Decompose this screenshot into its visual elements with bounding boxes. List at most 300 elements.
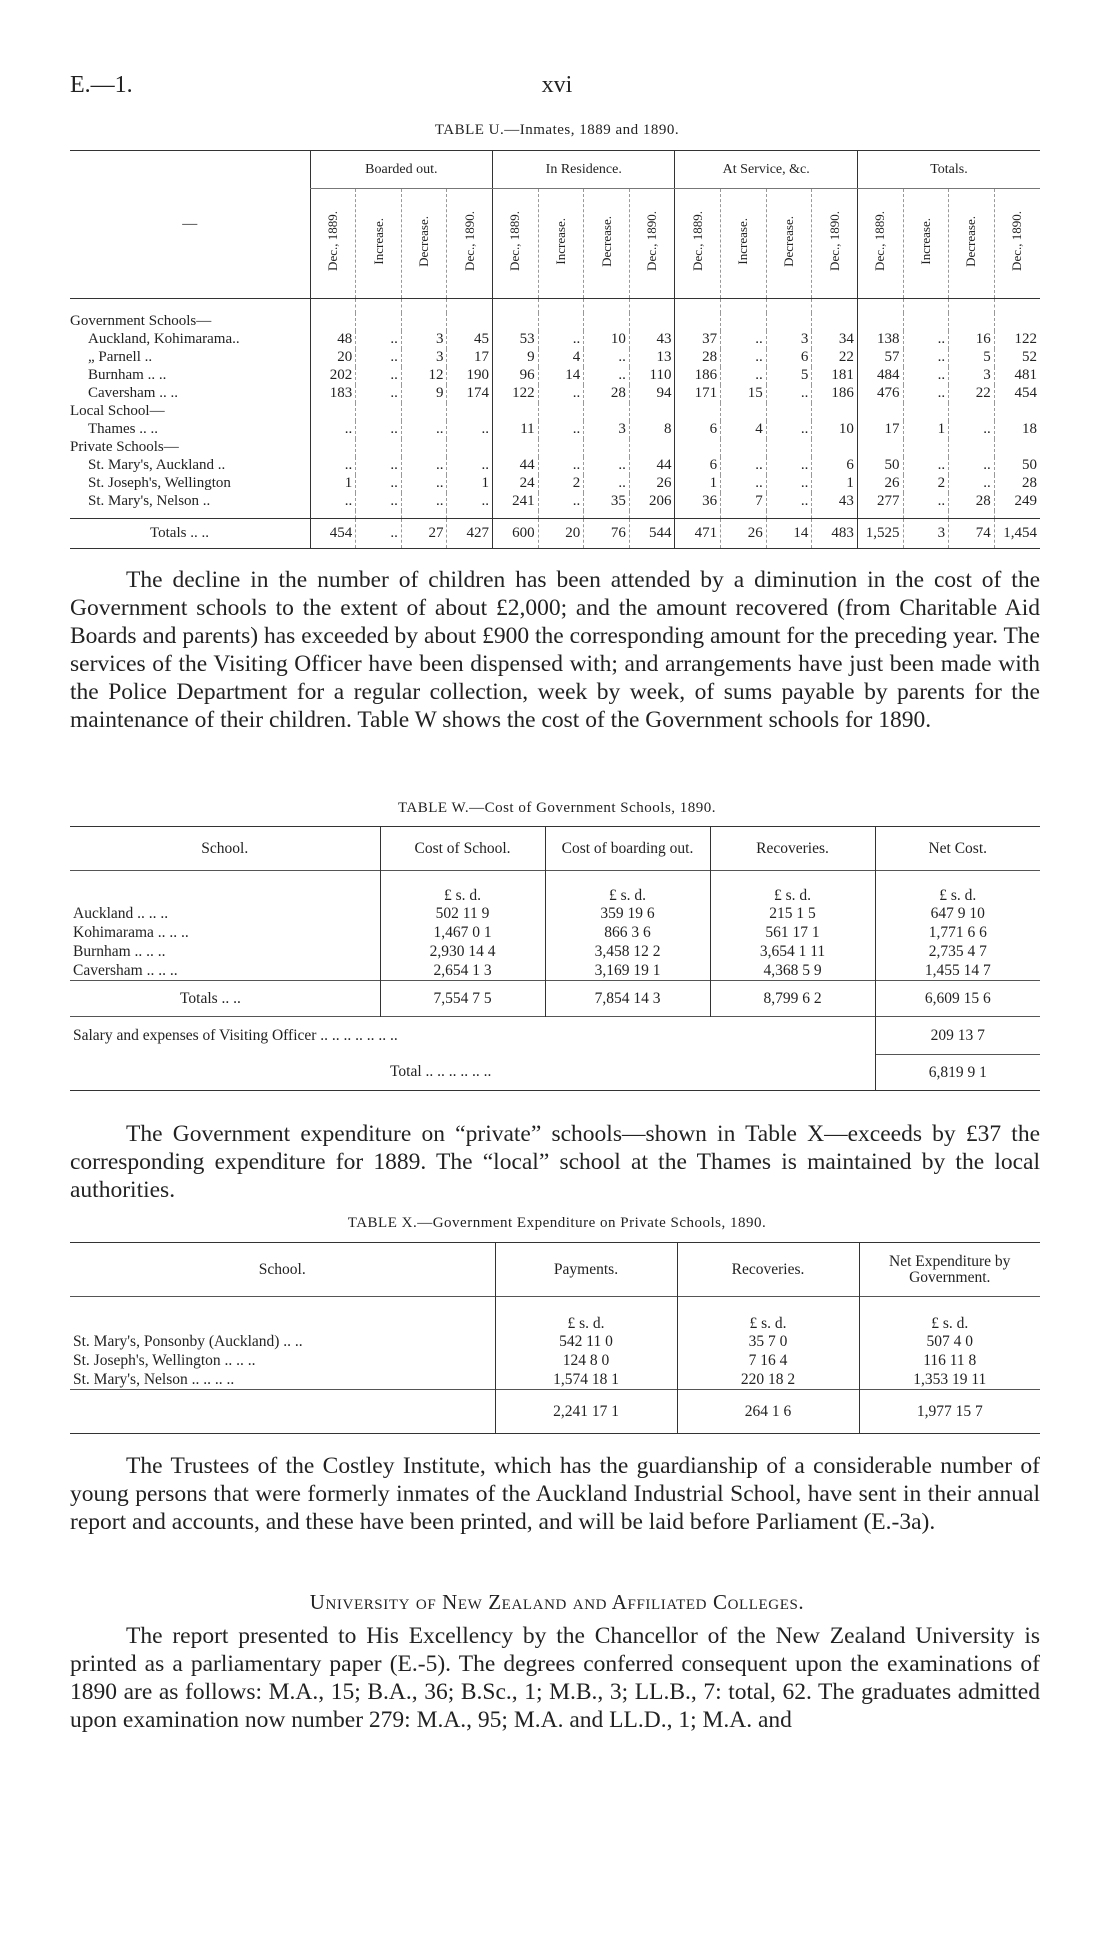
table-u-stub-header: — — [182, 216, 198, 232]
table-w-cell: 502 11 9 — [380, 905, 545, 924]
subcolumn-label: Dec., 1889. — [507, 211, 523, 271]
table-u-cell: .. — [949, 475, 995, 493]
table-u-subcolumn-header — [447, 189, 493, 299]
table-x-cell: 35 7 0 — [677, 1333, 859, 1352]
table-u-cell: 171 — [675, 385, 721, 403]
table-u-cell: 1 — [903, 421, 949, 439]
table-u-cell: 35 — [584, 493, 630, 511]
table-u-cell — [310, 403, 356, 421]
table-u-cell: .. — [538, 493, 584, 511]
table-u-cell: .. — [310, 493, 356, 511]
table-u-cell: 26 — [857, 475, 903, 493]
table-u-row — [70, 457, 1040, 475]
table-u-cell: 22 — [949, 385, 995, 403]
table-u-row — [70, 475, 1040, 493]
row-label: Burnham .. .. — [88, 367, 167, 383]
table-x-total-cell: 264 1 6 — [677, 1390, 859, 1434]
table-u-cell: 202 — [310, 367, 356, 385]
table-u-cell: 9 — [493, 349, 539, 367]
table-u-cell — [994, 313, 1040, 331]
table-x-header-net-expenditure: Net Expenditure by Government. — [859, 1243, 1040, 1297]
table-u-cell: .. — [538, 385, 584, 403]
table-u-cell: 26 — [629, 475, 675, 493]
table-u-row — [70, 493, 1040, 511]
table-u-subcolumn-header — [675, 189, 721, 299]
table-u-cell: 28 — [994, 475, 1040, 493]
table-u-cell: 110 — [629, 367, 675, 385]
table-x-cell: 507 4 0 — [859, 1333, 1040, 1352]
table-u-cell — [721, 403, 767, 421]
table-u-group-header: In Residence. — [493, 151, 675, 189]
table-x-total-cell: 1,977 15 7 — [859, 1390, 1040, 1434]
table-u-cell: 20 — [310, 349, 356, 367]
table-x-totals-row — [70, 1390, 1040, 1434]
row-label: St. Mary's, Auckland .. — [88, 457, 226, 473]
table-u-cell — [812, 313, 858, 331]
table-x-cell: 542 11 0 — [495, 1333, 677, 1352]
table-u-cell: .. — [766, 475, 812, 493]
table-u-cell: 15 — [721, 385, 767, 403]
table-u-cell — [994, 439, 1040, 457]
table-u-cell: 52 — [994, 349, 1040, 367]
subcolumn-label: Dec., 1890. — [1009, 211, 1025, 271]
table-u-cell: 454 — [994, 385, 1040, 403]
table-u-cell: 9 — [401, 385, 447, 403]
table-u-cell — [356, 313, 402, 331]
school-name: St. Joseph's, Wellington .. .. .. — [73, 1352, 256, 1369]
table-u-subcolumn-header — [538, 189, 584, 299]
table-u-cell: 5 — [949, 349, 995, 367]
table-u-cell: 44 — [629, 457, 675, 475]
table-u-cell — [447, 313, 493, 331]
table-x-unit-row — [70, 1297, 1040, 1333]
table-u-cell — [401, 313, 447, 331]
table-u-cell: 186 — [812, 385, 858, 403]
table-u-cell: .. — [721, 457, 767, 475]
school-name: Caversham .. .. .. — [73, 961, 178, 979]
table-u-subcolumn-header — [949, 189, 995, 299]
table-u-cell: .. — [538, 331, 584, 349]
table-u-cell — [584, 439, 630, 457]
table-u-cell: .. — [447, 493, 493, 511]
table-u-cell: 454 — [310, 519, 356, 549]
table-u-cell: .. — [721, 331, 767, 349]
table-w-unit-row — [70, 871, 1040, 905]
table-u-cell: 53 — [493, 331, 539, 349]
table-u-cell — [310, 439, 356, 457]
table-u-cell: 12 — [401, 367, 447, 385]
subcolumn-label: Dec., 1889. — [872, 211, 888, 271]
table-u-cell: 249 — [994, 493, 1040, 511]
table-u-cell: 4 — [538, 349, 584, 367]
table-u-cell — [629, 403, 675, 421]
table-u-cell: .. — [766, 385, 812, 403]
table-u-cell: 3 — [401, 349, 447, 367]
table-w-cell: 2,654 1 3 — [380, 962, 545, 981]
table-u-cell: 7 — [721, 493, 767, 511]
table-u-cell — [721, 313, 767, 331]
table-x-header-recoveries: Recoveries. — [677, 1243, 859, 1297]
table-u-cell: 5 — [766, 367, 812, 385]
table-u-cell: .. — [401, 457, 447, 475]
table-u-cell: 3 — [584, 421, 630, 439]
table-u-subcolumn-header — [310, 189, 356, 299]
table-x-cell: 220 18 2 — [677, 1371, 859, 1390]
table-u-cell: .. — [721, 367, 767, 385]
row-label: St. Mary's, Nelson .. — [88, 493, 211, 509]
table-u-cell: 481 — [994, 367, 1040, 385]
row-label: Thames .. .. — [88, 421, 158, 437]
subcolumn-label: Dec., 1890. — [826, 211, 842, 271]
table-w-header-recoveries: Recoveries. — [710, 827, 875, 871]
unit-cell: £ s. d. — [545, 871, 710, 905]
table-u-cell: 10 — [812, 421, 858, 439]
row-label: Totals .. .. — [150, 525, 209, 541]
table-u-cell: 3 — [903, 519, 949, 549]
table-u-cell — [903, 439, 949, 457]
row-label: Local School— — [70, 403, 165, 419]
table-u-cell: .. — [903, 385, 949, 403]
table-u-group-header: At Service, &c. — [675, 151, 857, 189]
subcolumn-label: Decrease. — [598, 215, 614, 267]
table-u-cell — [949, 313, 995, 331]
table-u-cell — [766, 403, 812, 421]
table-w-row — [70, 924, 1040, 943]
row-label: Private Schools— — [70, 439, 179, 455]
table-u-cell: 28 — [675, 349, 721, 367]
subcolumn-label: Dec., 1889. — [324, 211, 340, 271]
table-u-cell: 50 — [857, 457, 903, 475]
table-u-cell: 28 — [949, 493, 995, 511]
table-u-row — [70, 313, 1040, 331]
subcolumn-label: Dec., 1890. — [461, 211, 477, 271]
table-u-cell: 484 — [857, 367, 903, 385]
table-u-cell — [857, 313, 903, 331]
table-u-cell: 1,454 — [994, 519, 1040, 549]
table-u-cell — [949, 403, 995, 421]
table-u-cell: 544 — [629, 519, 675, 549]
total-value: 6,819 9 1 — [875, 1055, 1040, 1091]
table-w-header-cost-school: Cost of School. — [380, 827, 545, 871]
table-u-cell: 28 — [584, 385, 630, 403]
table-u-cell: 94 — [629, 385, 675, 403]
table-u-cell: .. — [903, 493, 949, 511]
table-w-row — [70, 943, 1040, 962]
table-u-cell: 48 — [310, 331, 356, 349]
table-w-totals-row — [70, 981, 1040, 1017]
subcolumn-label: Dec., 1890. — [644, 211, 660, 271]
table-u-cell: .. — [356, 457, 402, 475]
table-u-cell: 8 — [629, 421, 675, 439]
table-u-cell: .. — [949, 421, 995, 439]
table-u-cell — [493, 439, 539, 457]
unit-cell: £ s. d. — [495, 1297, 677, 1333]
table-u-cell: 6 — [675, 457, 721, 475]
table-u-cell: 3 — [401, 331, 447, 349]
table-u-cell: .. — [721, 475, 767, 493]
table-u-cell — [493, 403, 539, 421]
table-u-cell: .. — [538, 421, 584, 439]
table-u-cell: .. — [310, 457, 356, 475]
table-u-cell — [903, 403, 949, 421]
table-u-cell — [356, 439, 402, 457]
table-u-cell: 1,525 — [857, 519, 903, 549]
school-name: St. Mary's, Ponsonby (Auckland) .. .. — [73, 1333, 303, 1350]
page-ref: E.—1. — [70, 72, 133, 98]
table-u-cell: .. — [766, 421, 812, 439]
unit-cell: £ s. d. — [677, 1297, 859, 1333]
table-u-cell: .. — [356, 519, 402, 549]
table-u-cell: 427 — [447, 519, 493, 549]
table-u-cell: 20 — [538, 519, 584, 549]
table-u-cell: 190 — [447, 367, 493, 385]
table-x-cell: 1,574 18 1 — [495, 1371, 677, 1390]
table-u-cell: 6 — [812, 457, 858, 475]
table-u-cell: 13 — [629, 349, 675, 367]
school-name: Auckland .. .. .. — [73, 905, 169, 922]
table-u-cell: .. — [310, 421, 356, 439]
table-u-cell — [629, 439, 675, 457]
row-label: Government Schools— — [70, 313, 212, 329]
table-u-row — [70, 349, 1040, 367]
table-x-cell: 1,353 19 11 — [859, 1371, 1040, 1390]
table-u-cell — [903, 313, 949, 331]
table-u-cell — [857, 403, 903, 421]
table-u-cell: 6 — [675, 421, 721, 439]
table-u-group-header: Boarded out. — [310, 151, 492, 189]
table-u-spacer — [70, 511, 1040, 519]
paragraph-decline: The decline in the number of children has been attended by a diminution in the cost of the Government schools to the extent of about £2,000; and the amount recovered (from Charitable Aid Boards and parents) has exceeded by about £900 the corresponding amount for the preceding year. The services of the Visiting Officer have been dispensed with; and arrangements have just been made with the Police Department for a regular collection, week by week, of sums payable by parents for the maintenance of their children. Table W shows the cost of the Government schools for 1890. — [70, 567, 1040, 733]
table-w-cell: 1,455 14 7 — [875, 962, 1040, 981]
table-u-cell: .. — [356, 475, 402, 493]
table-u-group-header: Totals. — [857, 151, 1040, 189]
table-w-cell: 1,771 6 6 — [875, 924, 1040, 943]
table-w-cell: 3,458 12 2 — [545, 943, 710, 962]
table-u-cell — [675, 403, 721, 421]
table-u-cell: 26 — [721, 519, 767, 549]
table-u-cell — [721, 439, 767, 457]
table-u-cell: 183 — [310, 385, 356, 403]
table-u-row — [70, 439, 1040, 457]
table-w-cell: 2,930 14 4 — [380, 943, 545, 962]
table-u-cell: 206 — [629, 493, 675, 511]
table-x-cell: 124 8 0 — [495, 1352, 677, 1371]
subcolumn-label: Dec., 1889. — [689, 211, 705, 271]
totals-label: Totals .. .. — [180, 989, 241, 1007]
table-u-cell: 24 — [493, 475, 539, 493]
school-name: Kohimarama .. .. .. — [73, 924, 189, 941]
section-heading-university: University of New Zealand and Affiliated Colleges. — [309, 1590, 805, 1614]
row-label: St. Joseph's, Wellington — [88, 475, 231, 491]
table-w-row — [70, 905, 1040, 924]
table-u-cell: 43 — [629, 331, 675, 349]
table-u-cell: 122 — [994, 331, 1040, 349]
table-x-total-cell: 2,241 17 1 — [495, 1390, 677, 1434]
table-u-cell — [356, 403, 402, 421]
table-u-row — [70, 385, 1040, 403]
table-u-cell: 241 — [493, 493, 539, 511]
table-u-cell: .. — [766, 457, 812, 475]
table-u-row — [70, 331, 1040, 349]
table-w-cell: 215 1 5 — [710, 905, 875, 924]
table-u-cell — [401, 439, 447, 457]
table-u-row — [70, 367, 1040, 385]
table-u-caption: TABLE U.—Inmates, 1889 and 1890. — [434, 122, 680, 138]
subcolumn-label: Increase. — [917, 217, 933, 265]
table-x-header-payments: Payments. — [495, 1243, 677, 1297]
table-x-row — [70, 1352, 1040, 1371]
table-u-cell: 27 — [401, 519, 447, 549]
total-label: Total .. .. .. .. .. .. — [390, 1063, 492, 1081]
table-u-subcolumn-header — [356, 189, 402, 299]
school-name: Burnham .. .. .. — [73, 943, 166, 960]
table-u-cell: 600 — [493, 519, 539, 549]
table-u-cell: .. — [584, 475, 630, 493]
table-w-header-cost-boarding: Cost of boarding out. — [545, 827, 710, 871]
row-label: Auckland, Kohimarama.. — [88, 331, 240, 347]
table-u-cell — [857, 439, 903, 457]
table-u-cell — [812, 403, 858, 421]
subcolumn-label: Increase. — [735, 217, 751, 265]
table-u-cell — [675, 313, 721, 331]
table-u-cell: 476 — [857, 385, 903, 403]
table-u-cell — [766, 313, 812, 331]
subcolumn-label: Increase. — [370, 217, 386, 265]
unit-cell — [70, 871, 380, 905]
table-w-cell: 561 17 1 — [710, 924, 875, 943]
table-u-cell: 1 — [812, 475, 858, 493]
table-u-cell: .. — [766, 493, 812, 511]
table-w-total-cell: 8,799 6 2 — [710, 981, 875, 1017]
table-u-cell: .. — [903, 331, 949, 349]
table-u-cell: .. — [538, 457, 584, 475]
table-u-cell: .. — [903, 349, 949, 367]
table-x — [70, 1242, 1040, 1434]
table-w-grand-total-row — [70, 1055, 1040, 1091]
table-u-cell: 14 — [766, 519, 812, 549]
table-u-totals-row — [70, 519, 1040, 549]
table-u-cell: 174 — [447, 385, 493, 403]
table-u-cell: 50 — [994, 457, 1040, 475]
table-u — [70, 150, 1040, 549]
table-u-cell: 96 — [493, 367, 539, 385]
table-u-cell — [310, 313, 356, 331]
table-u-cell: 2 — [538, 475, 584, 493]
table-x-row — [70, 1333, 1040, 1352]
table-u-subcolumn-header — [903, 189, 949, 299]
table-u-cell: .. — [584, 367, 630, 385]
table-u-cell: 4 — [721, 421, 767, 439]
table-w-cell: 4,368 5 9 — [710, 962, 875, 981]
table-u-cell: 122 — [493, 385, 539, 403]
table-u-cell — [538, 313, 584, 331]
table-u-cell: .. — [356, 331, 402, 349]
table-u-cell: 10 — [584, 331, 630, 349]
table-u-cell — [584, 403, 630, 421]
table-u-cell — [538, 439, 584, 457]
table-u-cell: 1 — [447, 475, 493, 493]
table-u-cell: 6 — [766, 349, 812, 367]
table-u-cell: 57 — [857, 349, 903, 367]
table-u-cell: .. — [721, 349, 767, 367]
unit-cell: £ s. d. — [859, 1297, 1040, 1333]
table-u-subcolumn-header — [994, 189, 1040, 299]
table-u-cell — [629, 313, 675, 331]
table-w-cell: 1,467 0 1 — [380, 924, 545, 943]
table-w-header-net-cost: Net Cost. — [875, 827, 1040, 871]
table-u-cell: 181 — [812, 367, 858, 385]
table-u-cell: 45 — [447, 331, 493, 349]
table-w — [70, 826, 1040, 1091]
table-u-cell — [584, 313, 630, 331]
table-u-subcolumn-header — [857, 189, 903, 299]
table-u-row — [70, 403, 1040, 421]
table-u-subcolumn-header — [493, 189, 539, 299]
table-u-cell: 11 — [493, 421, 539, 439]
salary-label: Salary and expenses of Visiting Officer .. .. .. .. .. .. .. — [73, 1026, 398, 1044]
table-u-cell: .. — [447, 457, 493, 475]
table-u-subcolumn-header — [812, 189, 858, 299]
school-name: St. Mary's, Nelson .. .. .. .. — [73, 1370, 235, 1388]
table-u-cell: .. — [356, 367, 402, 385]
table-u-subcolumn-header — [629, 189, 675, 299]
unit-cell: £ s. d. — [380, 871, 545, 905]
table-w-header-school: School. — [201, 839, 249, 857]
table-u-cell — [766, 439, 812, 457]
table-u-cell — [447, 403, 493, 421]
table-u-cell: .. — [584, 349, 630, 367]
subcolumn-label: Decrease. — [416, 215, 432, 267]
table-u-cell: 22 — [812, 349, 858, 367]
table-u-row — [70, 421, 1040, 439]
table-u-cell: .. — [356, 421, 402, 439]
table-u-cell: .. — [584, 457, 630, 475]
table-w-cell: 866 3 6 — [545, 924, 710, 943]
table-u-cell — [493, 313, 539, 331]
table-w-caption: TABLE W.—Cost of Government Schools, 1890. — [397, 800, 717, 816]
table-u-cell: 16 — [949, 331, 995, 349]
table-u-cell — [994, 403, 1040, 421]
table-u-cell: 186 — [675, 367, 721, 385]
table-u-cell: .. — [949, 457, 995, 475]
table-u-cell: .. — [903, 367, 949, 385]
table-u-cell — [949, 439, 995, 457]
table-u-cell — [447, 439, 493, 457]
table-u-cell: .. — [356, 493, 402, 511]
table-u-cell: 44 — [493, 457, 539, 475]
subcolumn-label: Decrease. — [781, 215, 796, 267]
table-u-subcolumn-header — [766, 189, 812, 299]
table-u-cell: 17 — [447, 349, 493, 367]
table-x-caption: TABLE X.—Government Expenditure on Private Schools, 1890. — [347, 1215, 767, 1231]
table-u-cell: 36 — [675, 493, 721, 511]
table-u-subcolumn-header — [721, 189, 767, 299]
unit-cell: £ s. d. — [875, 871, 1040, 905]
table-u-cell: .. — [356, 349, 402, 367]
row-label: „ Parnell .. — [88, 349, 153, 365]
table-u-cell: 17 — [857, 421, 903, 439]
table-w-cell: 2,735 4 7 — [875, 943, 1040, 962]
table-x-header-school: School. — [258, 1260, 306, 1278]
table-w-cell: 3,654 1 11 — [710, 943, 875, 962]
table-u-spacer — [70, 299, 1040, 313]
table-u-cell: 3 — [766, 331, 812, 349]
table-x-row — [70, 1371, 1040, 1390]
table-u-cell: 471 — [675, 519, 721, 549]
salary-value: 209 13 7 — [875, 1017, 1040, 1055]
unit-cell: £ s. d. — [710, 871, 875, 905]
table-u-cell: 483 — [812, 519, 858, 549]
